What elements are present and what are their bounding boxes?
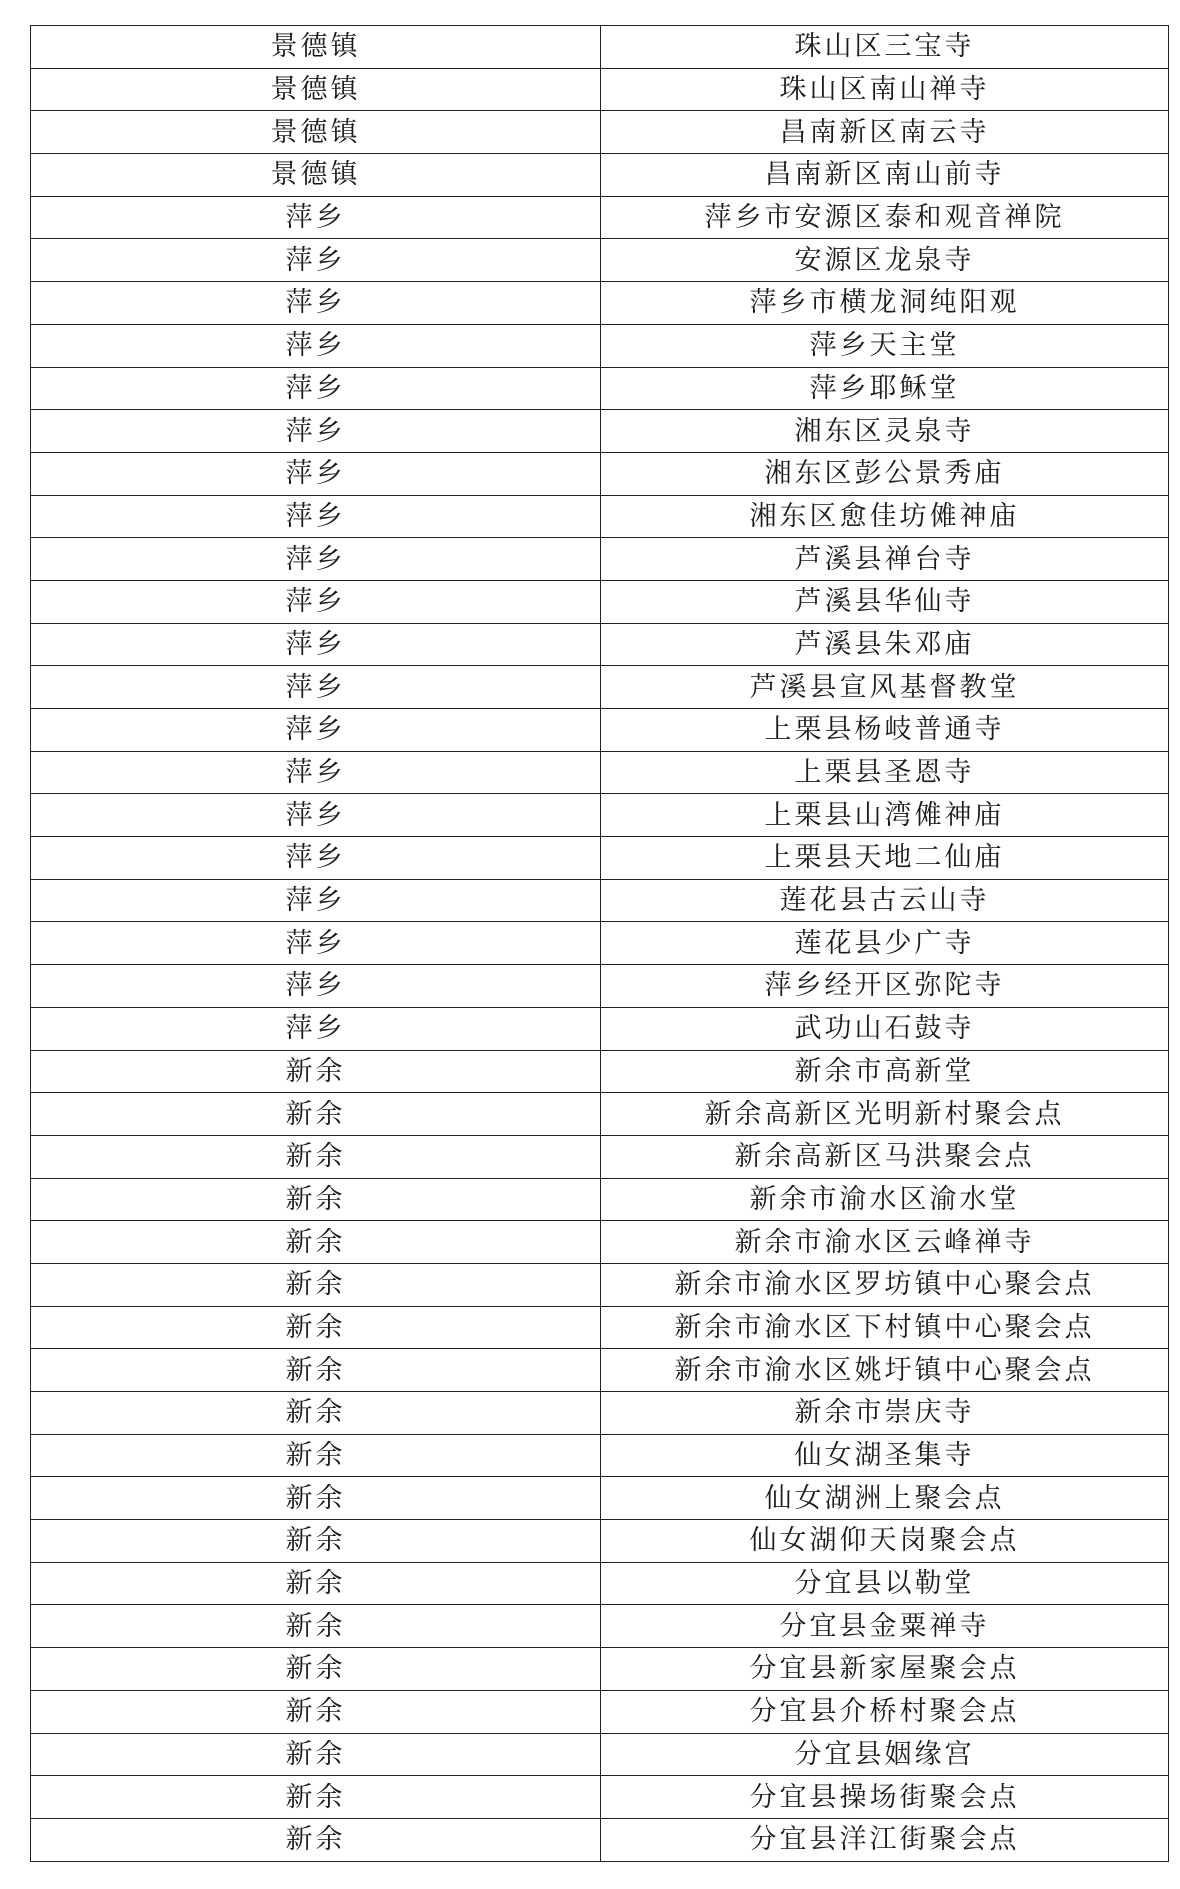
table-row (31, 538, 1169, 581)
site-cell: 芦溪县华仙寺 (601, 580, 1169, 623)
city-cell: 新余 (31, 1562, 601, 1605)
table-row (31, 1818, 1169, 1861)
table-row (31, 965, 1169, 1008)
city-cell: 萍乡 (31, 922, 601, 965)
site-cell: 昌南新区南云寺 (601, 111, 1169, 154)
site-cell: 萍乡耶稣堂 (601, 367, 1169, 410)
site-cell: 萍乡市安源区泰和观音禅院 (601, 196, 1169, 239)
table-row (31, 495, 1169, 538)
site-cell: 仙女湖洲上聚会点 (601, 1477, 1169, 1520)
table-row (31, 1477, 1169, 1520)
city-cell: 萍乡 (31, 324, 601, 367)
city-cell: 萍乡 (31, 709, 601, 752)
table-row (31, 922, 1169, 965)
city-cell: 景德镇 (31, 68, 601, 111)
site-cell: 新余市渝水区下村镇中心聚会点 (601, 1306, 1169, 1349)
city-cell: 萍乡 (31, 367, 601, 410)
city-cell: 景德镇 (31, 154, 601, 197)
site-cell: 上栗县圣恩寺 (601, 751, 1169, 794)
table-row (31, 1135, 1169, 1178)
city-cell: 萍乡 (31, 196, 601, 239)
table-row (31, 666, 1169, 709)
site-cell: 分宜县操场街聚会点 (601, 1776, 1169, 1819)
city-cell: 新余 (31, 1349, 601, 1392)
city-cell: 萍乡 (31, 837, 601, 880)
city-cell: 萍乡 (31, 410, 601, 453)
table-row (31, 154, 1169, 197)
city-cell: 新余 (31, 1818, 601, 1861)
table-row (31, 837, 1169, 880)
table-row (31, 282, 1169, 325)
table-body (31, 26, 1169, 1862)
site-cell: 分宜县金粟禅寺 (601, 1605, 1169, 1648)
city-cell: 新余 (31, 1221, 601, 1264)
city-cell: 萍乡 (31, 282, 601, 325)
site-cell: 仙女湖圣集寺 (601, 1434, 1169, 1477)
site-cell: 分宜县以勒堂 (601, 1562, 1169, 1605)
city-cell: 新余 (31, 1135, 601, 1178)
site-list-table (30, 25, 1169, 1862)
city-cell: 萍乡 (31, 965, 601, 1008)
city-cell: 萍乡 (31, 495, 601, 538)
city-cell: 萍乡 (31, 794, 601, 837)
table-row (31, 367, 1169, 410)
site-cell: 安源区龙泉寺 (601, 239, 1169, 282)
site-cell: 新余市渝水区罗坊镇中心聚会点 (601, 1263, 1169, 1306)
table-row (31, 1776, 1169, 1819)
table-row (31, 623, 1169, 666)
city-cell: 新余 (31, 1605, 601, 1648)
city-cell: 新余 (31, 1178, 601, 1221)
table-row (31, 1050, 1169, 1093)
city-cell: 萍乡 (31, 452, 601, 495)
city-cell: 萍乡 (31, 239, 601, 282)
site-cell: 莲花县少广寺 (601, 922, 1169, 965)
city-cell: 新余 (31, 1520, 601, 1563)
city-cell: 萍乡 (31, 538, 601, 581)
table-row (31, 1434, 1169, 1477)
city-cell: 新余 (31, 1477, 601, 1520)
table-row (31, 1221, 1169, 1264)
site-cell: 上栗县天地二仙庙 (601, 837, 1169, 880)
table-row (31, 26, 1169, 69)
table-row (31, 111, 1169, 154)
table-row (31, 879, 1169, 922)
site-cell: 上栗县山湾傩神庙 (601, 794, 1169, 837)
table-row (31, 196, 1169, 239)
site-cell: 武功山石鼓寺 (601, 1007, 1169, 1050)
site-cell: 萍乡市横龙洞纯阳观 (601, 282, 1169, 325)
table-row (31, 324, 1169, 367)
site-cell: 分宜县新家屋聚会点 (601, 1648, 1169, 1691)
site-cell: 湘东区愈佳坊傩神庙 (601, 495, 1169, 538)
table-row (31, 1690, 1169, 1733)
city-cell: 萍乡 (31, 580, 601, 623)
site-cell: 分宜县姻缘宫 (601, 1733, 1169, 1776)
site-cell: 珠山区三宝寺 (601, 26, 1169, 69)
table-row (31, 1093, 1169, 1136)
city-cell: 萍乡 (31, 751, 601, 794)
city-cell: 新余 (31, 1263, 601, 1306)
city-cell: 新余 (31, 1093, 601, 1136)
site-cell: 莲花县古云山寺 (601, 879, 1169, 922)
site-cell: 芦溪县朱邓庙 (601, 623, 1169, 666)
table-row (31, 1733, 1169, 1776)
city-cell: 新余 (31, 1392, 601, 1435)
site-cell: 新余高新区马洪聚会点 (601, 1135, 1169, 1178)
site-cell: 新余市渝水区姚圩镇中心聚会点 (601, 1349, 1169, 1392)
table-row (31, 709, 1169, 752)
city-cell: 新余 (31, 1306, 601, 1349)
city-cell: 萍乡 (31, 879, 601, 922)
table-row (31, 1605, 1169, 1648)
city-cell: 新余 (31, 1690, 601, 1733)
site-cell: 新余市崇庆寺 (601, 1392, 1169, 1435)
table-row (31, 1520, 1169, 1563)
table-row (31, 1178, 1169, 1221)
table-row (31, 794, 1169, 837)
table-row (31, 1648, 1169, 1691)
site-cell: 新余市渝水区云峰禅寺 (601, 1221, 1169, 1264)
site-cell: 芦溪县宣风基督教堂 (601, 666, 1169, 709)
table-row (31, 452, 1169, 495)
site-cell: 珠山区南山禅寺 (601, 68, 1169, 111)
site-cell: 新余市渝水区渝水堂 (601, 1178, 1169, 1221)
site-cell: 芦溪县禅台寺 (601, 538, 1169, 581)
site-cell: 湘东区彭公景秀庙 (601, 452, 1169, 495)
site-cell: 新余高新区光明新村聚会点 (601, 1093, 1169, 1136)
table-row (31, 68, 1169, 111)
city-cell: 新余 (31, 1733, 601, 1776)
table-row (31, 751, 1169, 794)
table-row (31, 1263, 1169, 1306)
site-cell: 萍乡天主堂 (601, 324, 1169, 367)
city-cell: 新余 (31, 1434, 601, 1477)
site-cell: 昌南新区南山前寺 (601, 154, 1169, 197)
table-row (31, 410, 1169, 453)
site-cell: 仙女湖仰天岗聚会点 (601, 1520, 1169, 1563)
site-cell: 新余市高新堂 (601, 1050, 1169, 1093)
site-cell: 分宜县洋江街聚会点 (601, 1818, 1169, 1861)
city-cell: 新余 (31, 1050, 601, 1093)
table-row (31, 239, 1169, 282)
city-cell: 萍乡 (31, 666, 601, 709)
city-cell: 萍乡 (31, 1007, 601, 1050)
table-row (31, 1306, 1169, 1349)
site-cell: 上栗县杨岐普通寺 (601, 709, 1169, 752)
table-row (31, 580, 1169, 623)
table-row (31, 1007, 1169, 1050)
city-cell: 新余 (31, 1648, 601, 1691)
table-row (31, 1562, 1169, 1605)
table-row (31, 1349, 1169, 1392)
site-cell: 湘东区灵泉寺 (601, 410, 1169, 453)
city-cell: 景德镇 (31, 111, 601, 154)
table-row (31, 1392, 1169, 1435)
city-cell: 新余 (31, 1776, 601, 1819)
site-cell: 萍乡经开区弥陀寺 (601, 965, 1169, 1008)
site-cell: 分宜县介桥村聚会点 (601, 1690, 1169, 1733)
city-cell: 萍乡 (31, 623, 601, 666)
city-cell: 景德镇 (31, 26, 601, 69)
